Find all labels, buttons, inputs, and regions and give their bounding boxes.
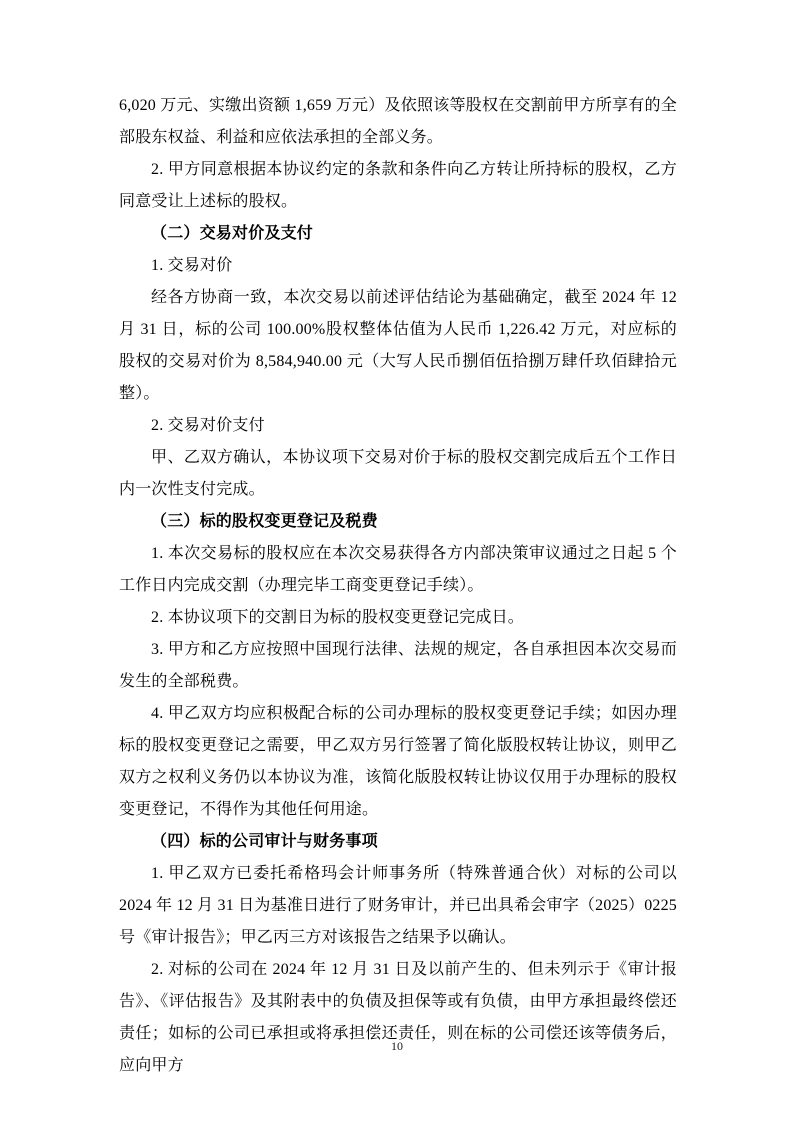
section-heading-3: （三）标的股权变更登记及税费 — [151, 513, 378, 530]
page-content — [119, 90, 677, 1082]
paragraph: 1. 本次交易标的股权应在本次交易获得各方内部决策审议通过之日起 5 个工作日内完成交割（办理完毕工商变更登记手续）。 — [119, 545, 677, 594]
paragraph: 甲、乙双方确认，本协议项下交易对价于标的股权交割完成后五个工作日内一次性支付完成。 — [119, 449, 677, 498]
paragraph: 4. 甲乙双方均应积极配合标的公司办理标的股权变更登记手续；如因办理标的股权变更登记之需要，甲乙双方另行签署了简化版股权转让协议，则甲乙双方之权利义务仍以本协议为准，该简化版股权转让协议仅用于办理标的股权变更登记，不得作为其他任何用途。 — [119, 705, 677, 818]
paragraph: 2. 本协议项下的交割日为标的股权变更登记完成日。 — [151, 609, 525, 626]
paragraph: 2. 交易对价支付 — [151, 417, 265, 434]
page-footer — [0, 1038, 794, 1054]
section-heading-2: （二）交易对价及支付 — [151, 225, 314, 242]
page-number: 10 — [391, 1039, 403, 1053]
section-heading-4: （四）标的公司审计与财务事项 — [151, 833, 378, 850]
paragraph: 1. 交易对价 — [151, 257, 233, 274]
paragraph: 3. 甲方和乙方应按照中国现行法律、法规的规定，各自承担因本次交易而发生的全部税费。 — [119, 641, 677, 690]
paragraph: 2. 甲方同意根据本协议约定的条款和条件向乙方转让所持标的股权，乙方同意受让上述标的股权。 — [119, 161, 677, 210]
paragraph: 1. 甲乙双方已委托希格玛会计师事务所（特殊普通合伙）对标的公司以 2024 年 12 月 31 日为基准日进行了财务审计，并已出具希会审字（2025）0225 号《审计报告》；甲乙丙三方对该报告之结果予以确认。 — [119, 865, 677, 946]
paragraph: 6,020 万元、实缴出资额 1,659 万元）及依照该等股权在交割前甲方所享有的全部股东权益、利益和应依法承担的全部义务。 — [119, 97, 677, 146]
paragraph: 经各方协商一致，本次交易以前述评估结论为基础确定，截至 2024 年 12 月 31 日，标的公司 100.00%股权整体估值为人民币 1,226.42 万元，对应标的股权的交易对价为 8,584,940.00 元（大写人民币捌佰伍拾捌万肆仟玖佰肆拾元整）。 — [119, 289, 677, 402]
paragraph: 2. 对标的公司在 2024 年 12 月 31 日及以前产生的、但未列示于《审计报告》、《评估报告》及其附表中的负债及担保等或有负债，由甲方承担最终偿还责任；如标的公司已承担或将承担偿还责任，则在标的公司偿还该等债务后，应向甲方 — [119, 961, 677, 1074]
